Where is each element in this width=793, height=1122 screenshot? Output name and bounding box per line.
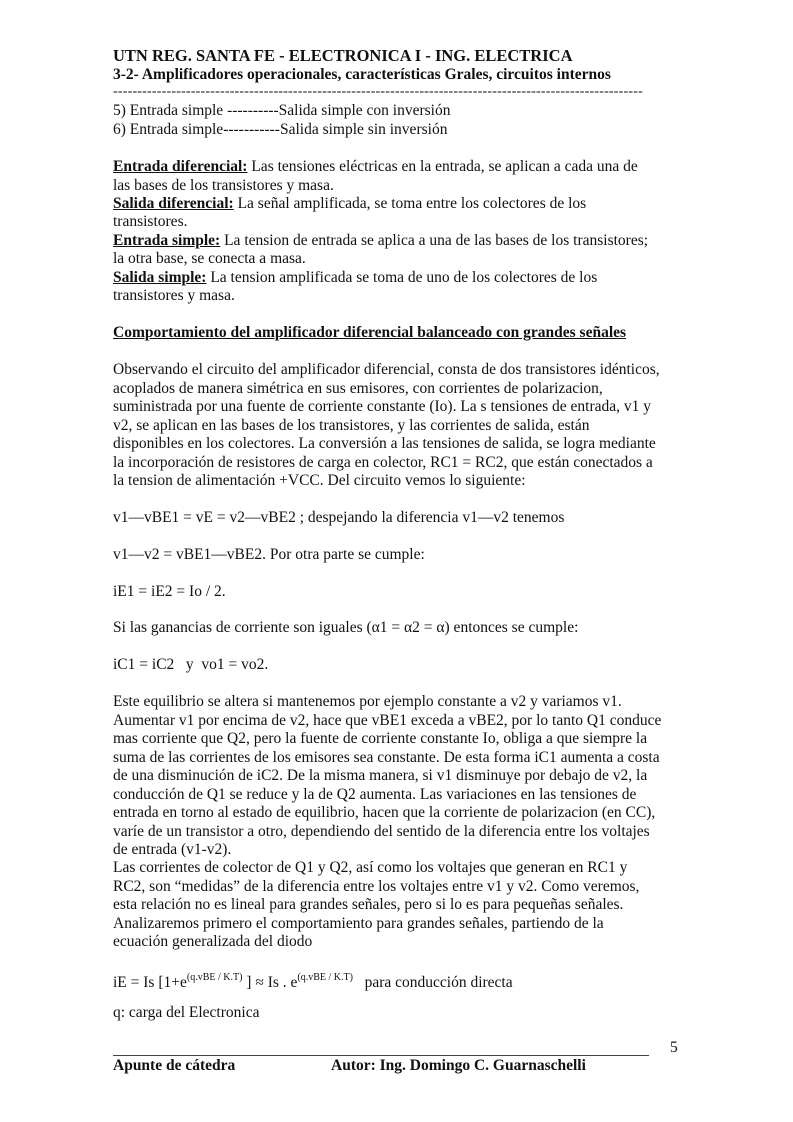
equation: Si las ganancias de corriente son iguales (α1 = α2 = α) entonces se cumple: xyxy=(113,619,579,636)
paragraph-line: Las corrientes de colector de Q1 y Q2, así como los voltajes que generan en RC1 y xyxy=(113,859,628,876)
paragraph-line: acoplados de manera simétrica en sus emisores, con corrientes de polarizacion, xyxy=(113,380,603,397)
paragraph-line: suma de las corrientes de los emisores sea constante. De esta forma iC1 aumenta a costa xyxy=(113,749,660,766)
def-label: Entrada simple: xyxy=(113,232,221,249)
def-text: transistores. xyxy=(113,213,188,230)
paragraph-line: mas corriente que Q2, pero la fuente de corriente constante Io, obliga a que siempre la xyxy=(113,730,648,747)
paragraph-line: Analizaremos primero el comportamiento para grandes señales, partiendo de la xyxy=(113,915,604,932)
paragraph-line: conducción de Q1 se reduce y la de Q2 aumenta. Las variaciones en las tensiones de xyxy=(113,786,637,803)
paragraph-line: v2, se aplican en las bases de los transistores, y las corrientes de salida, están xyxy=(113,417,590,434)
footer-rule xyxy=(113,1055,649,1056)
def-text: La tension de entrada se aplica a una de las bases de los transistores; xyxy=(220,232,649,249)
paragraph-line: la incorporación de resistores de carga en colector, RC1 = RC2, que están conectados a xyxy=(113,454,653,471)
paragraph-line: de entrada (v1-v2). xyxy=(113,841,232,858)
def-entrada-simple xyxy=(113,232,648,250)
def-text: La señal amplificada, se toma entre los colectores de los xyxy=(233,195,587,212)
def-text: Las tensiones eléctricas en la entrada, se aplican a cada una de xyxy=(247,158,638,175)
paragraph-line: esta relación no es lineal para grandes señales, pero si lo es para pequeñas señales. xyxy=(113,896,624,913)
paragraph-line: Este equilibrio se altera si mantenemos por ejemplo constante a v2 y variamos v1. xyxy=(113,693,622,710)
def-text: transistores y masa. xyxy=(113,287,235,304)
paragraph-line: disponibles en los colectores. La conversión a las tensiones de salida, se logra mediante xyxy=(113,435,656,452)
footer-author: Autor: Ing. Domingo C. Guarnaschelli xyxy=(331,1057,586,1074)
formula-exponent: (q.vBE / K.T) xyxy=(186,972,243,983)
formula-exponent: (q.vBE / K.T) xyxy=(297,972,353,983)
diode-equation xyxy=(113,969,513,992)
equation: v1—v2 = vBE1—vBE2. Por otra parte se cumple: xyxy=(113,546,425,563)
formula-part: para conducción directa xyxy=(352,974,513,991)
def-text: la otra base, se conecta a masa. xyxy=(113,250,306,267)
def-label: Salida diferencial: xyxy=(113,195,234,212)
formula-part: ] ≈ Is . e xyxy=(242,974,298,991)
def-label: Entrada diferencial: xyxy=(113,158,248,175)
paragraph-line: de una disminución de iC2. De la misma manera, si v1 disminuye por debajo de v2, la xyxy=(113,767,648,784)
equation: iC1 = iC2 y vo1 = vo2. xyxy=(113,656,269,673)
header-title: UTN REG. SANTA FE - ELECTRONICA I - ING. ELECTRICA xyxy=(113,46,573,65)
note: q: carga del Electronica xyxy=(113,1004,260,1021)
paragraph-line: varíe de un transistor a otro, dependiendo del sentido de la diferencia entre los voltajes xyxy=(113,823,650,840)
def-entrada-diferencial xyxy=(113,158,638,176)
def-salida-simple xyxy=(113,269,597,287)
paragraph-line: la tension de alimentación +VCC. Del circuito vemos lo siguiente: xyxy=(113,472,526,489)
def-text: las bases de los transistores y masa. xyxy=(113,177,334,194)
def-text: La tension amplificada se toma de uno de los colectores de los xyxy=(206,269,598,286)
paragraph-line: Observando el circuito del amplificador diferencial, consta de dos transistores idénticos, xyxy=(113,361,660,378)
equation: v1—vBE1 = vE = v2—vBE2 ; despejando la diferencia v1—v2 tenemos xyxy=(113,509,565,526)
footer-left: Apunte de cátedra xyxy=(113,1057,236,1074)
page-number: 5 xyxy=(670,1039,678,1056)
paragraph-line: Aumentar v1 por encima de v2, hace que vBE1 exceda a vBE2, por lo tanto Q1 conduce xyxy=(113,712,662,729)
paragraph-line: ecuación generalizada del diodo xyxy=(113,933,313,950)
header-subtitle: 3-2- Amplificadores operacionales, características Grales, circuitos internos xyxy=(113,66,611,83)
header-separator: ------------------------------------------------------------------------------------------------------------- xyxy=(113,84,643,99)
section-heading: Comportamiento del amplificador diferencial balanceado con grandes señales xyxy=(113,324,627,341)
list-item: 6) Entrada simple-----------Salida simple sin inversión xyxy=(113,121,448,138)
paragraph-line: RC2, son “medidas” de la diferencia entre los voltajes entre v1 y v2. Como veremos, xyxy=(113,878,640,895)
formula-part: iE = Is [1+e xyxy=(113,974,187,991)
equation: iE1 = iE2 = Io / 2. xyxy=(113,583,226,600)
def-label: Salida simple: xyxy=(113,269,207,286)
def-salida-diferencial xyxy=(113,195,586,213)
paragraph-line: suministrada por una fuente de corriente constante (Io). La s tensiones de entrada, v1 y xyxy=(113,398,652,415)
list-item: 5) Entrada simple ----------Salida simple con inversión xyxy=(113,102,451,119)
paragraph-line: entrada en torno al estado de equilibrio, hacen que la corriente de polarizacion (en CC), xyxy=(113,804,656,821)
